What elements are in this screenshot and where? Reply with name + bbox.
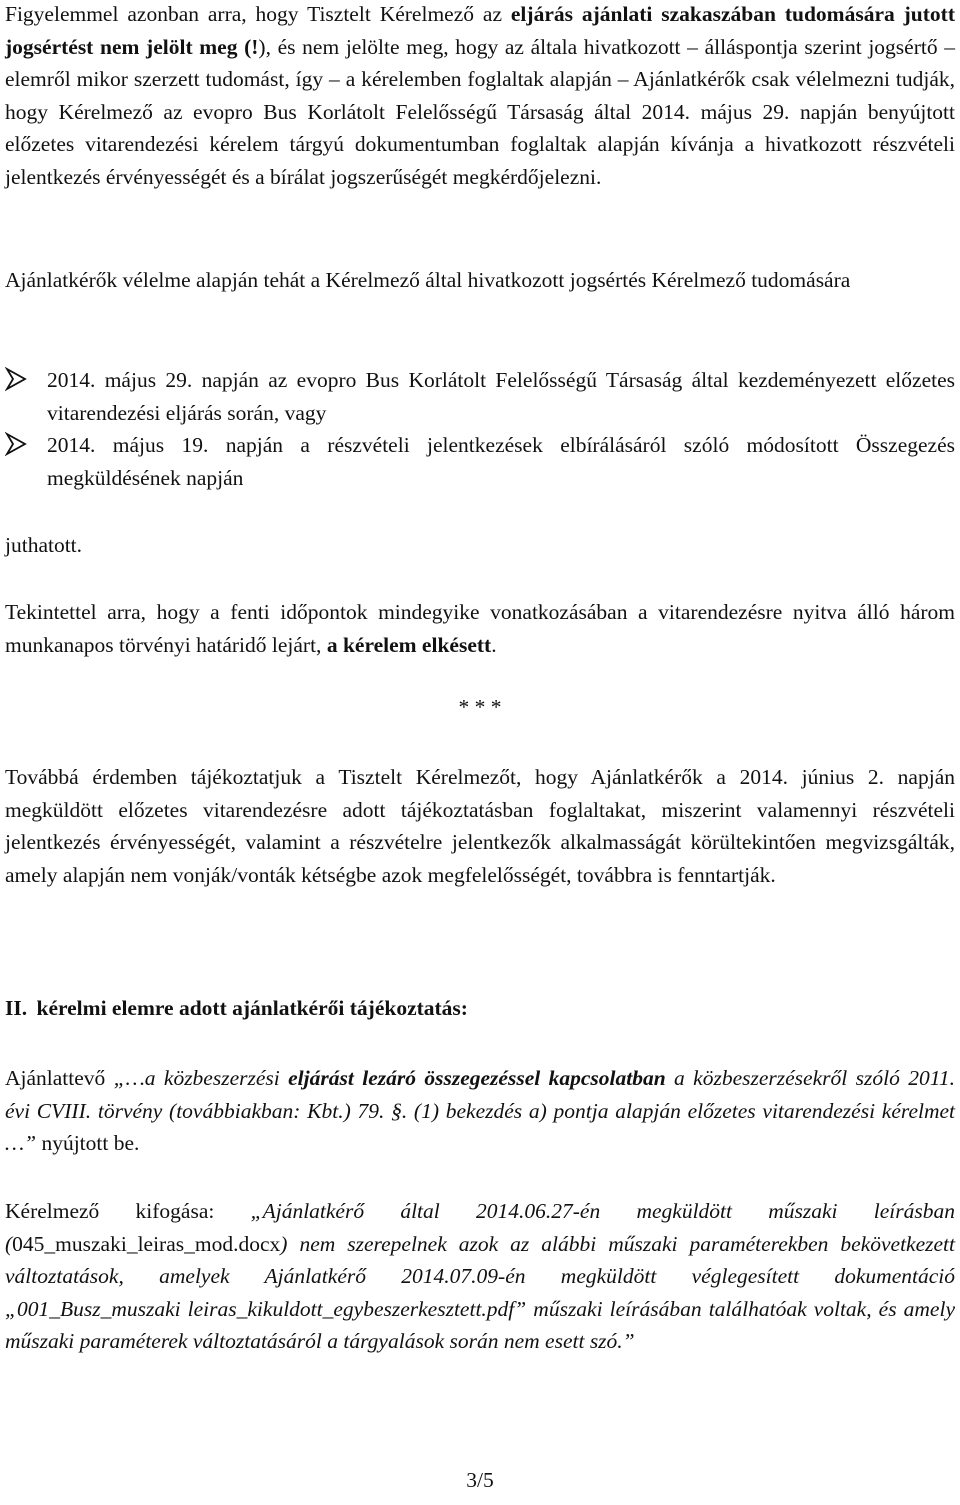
- paragraph-text: Kérelmező kifogása:: [5, 1199, 251, 1223]
- paragraph-text: nyújtott be.: [36, 1131, 140, 1156]
- paragraph-text: Figyelemmel azonban arra, hogy Tisztelt Kérelmező az: [5, 2, 511, 26]
- emphasis-text: a kérelem elkésett: [326, 632, 492, 657]
- section-heading: [5, 996, 955, 1021]
- section-heading-text: kérelmi elemre adott ajánlatkérői tájékoztatás:: [36, 996, 468, 1020]
- paragraph-conclusion-word: juthatott.: [5, 533, 83, 557]
- list-item-text: 2014. május 19. napján a részvételi jelentkezések elbírálásáról szóló módosított Összegezés megküldésének napján: [47, 433, 955, 490]
- paragraph-objection: [5, 1195, 955, 1358]
- section-number: II.: [5, 996, 28, 1020]
- quoted-text: „Ajánlatkérő által 2014.06.27-én megküldött műszaki leírásban (: [5, 1199, 955, 1256]
- section-separator: * * *: [458, 695, 502, 719]
- paragraph-text: .: [491, 632, 497, 657]
- paragraph-text: Tekintettel arra, hogy a fenti időpontok mindegyike vonatkozásában a vitarendezésre nyitva álló három munkanapos törvényi határidő lejárt,: [5, 600, 955, 657]
- quoted-text: „…a közbeszerzési: [113, 1066, 289, 1090]
- paragraph-further-information: Továbbá érdemben tájékoztatjuk a Tisztelt Kérelmezőt, hogy Ajánlatkérők a 2014. június 2. napján megküldött előzetes vitarendezésre adott tájékoztatásban foglaltakat, miszerint valamennyi részvételi jelentkezés érvényességét, valamint a részvételre jelentkezők alkalmasságát körültekintően megvizsgálták, amely alapján nem vonják/vonták kétségbe azok megfelelősségét, továbbra is fenntartják.: [5, 765, 955, 887]
- quoted-text: ) nem szerepelnek azok az alábbi műszaki paraméterekben bekövetkezett változtatások, amelyek Ajánlatkérő 2014.07.09-én megküldött véglegesített dokumentáció „001_Busz_muszaki leiras_kikuldott_egybeszerkesztett.pdf” műszaki leírásában találhatóak voltak, és amely műszaki paraméterek változtatásáról a tárgyalások során nem esett szó.”: [5, 1231, 955, 1354]
- paragraph-deadline-context: [5, 0, 955, 194]
- list-item-text: 2014. május 29. napján az evopro Bus Korlátolt Felelősségű Társaság által kezdeményezett előzetes vitarendezési eljárás során, vagy: [47, 368, 955, 425]
- page-number: 3/5: [466, 1468, 494, 1492]
- arrowhead-bullet-icon: [5, 431, 27, 457]
- paragraph-text: ), és nem jelölte meg, hogy az általa hivatkozott – álláspontja szerint jogsértő – elemről mikor szerzett tudomást, így – a kérelemben foglaltak alapján – Ajánlatkérők csak vélelmezni tudják, hogy Kérelmező az evopro Bus Korlátolt Felelősségű Társaság által 2014. május 29. napján benyújtott előzetes vitarendezési kérelem tárgyú dokumentumban foglaltak alapján kívánja a hivatkozott részvételi jelentkezés érvényességét és a bírálat jogszerűségét megkérdőjelezni.: [5, 34, 955, 189]
- quoted-text: a közbeszerzésekről szóló 2011. évi CVIII. törvény (továbbiakban: Kbt.) 79. §. (1) bekezdés a) pontja alapján előzetes vitarendezési kérelmet …”: [5, 1066, 955, 1156]
- emphasis-quoted-text: eljárást lezáró összegezéssel kapcsolatban: [288, 1066, 666, 1090]
- arrowhead-bullet-icon: [5, 366, 27, 392]
- filename-text: 045_muszaki_leiras_mod.docx: [12, 1231, 281, 1256]
- paragraph-bidder-request: [5, 1062, 955, 1160]
- paragraph-late-request: [5, 596, 955, 661]
- paragraph-presumption: Ajánlatkérők vélelme alapján tehát a Kérelmező által hivatkozott jogsértés Kérelmező tudomására: [5, 268, 851, 292]
- emphasis-text: eljárás ajánlati szakaszában tudomására jutott jogsértést nem jelölt meg (!: [5, 2, 955, 59]
- paragraph-text: Ajánlattevő: [5, 1066, 114, 1090]
